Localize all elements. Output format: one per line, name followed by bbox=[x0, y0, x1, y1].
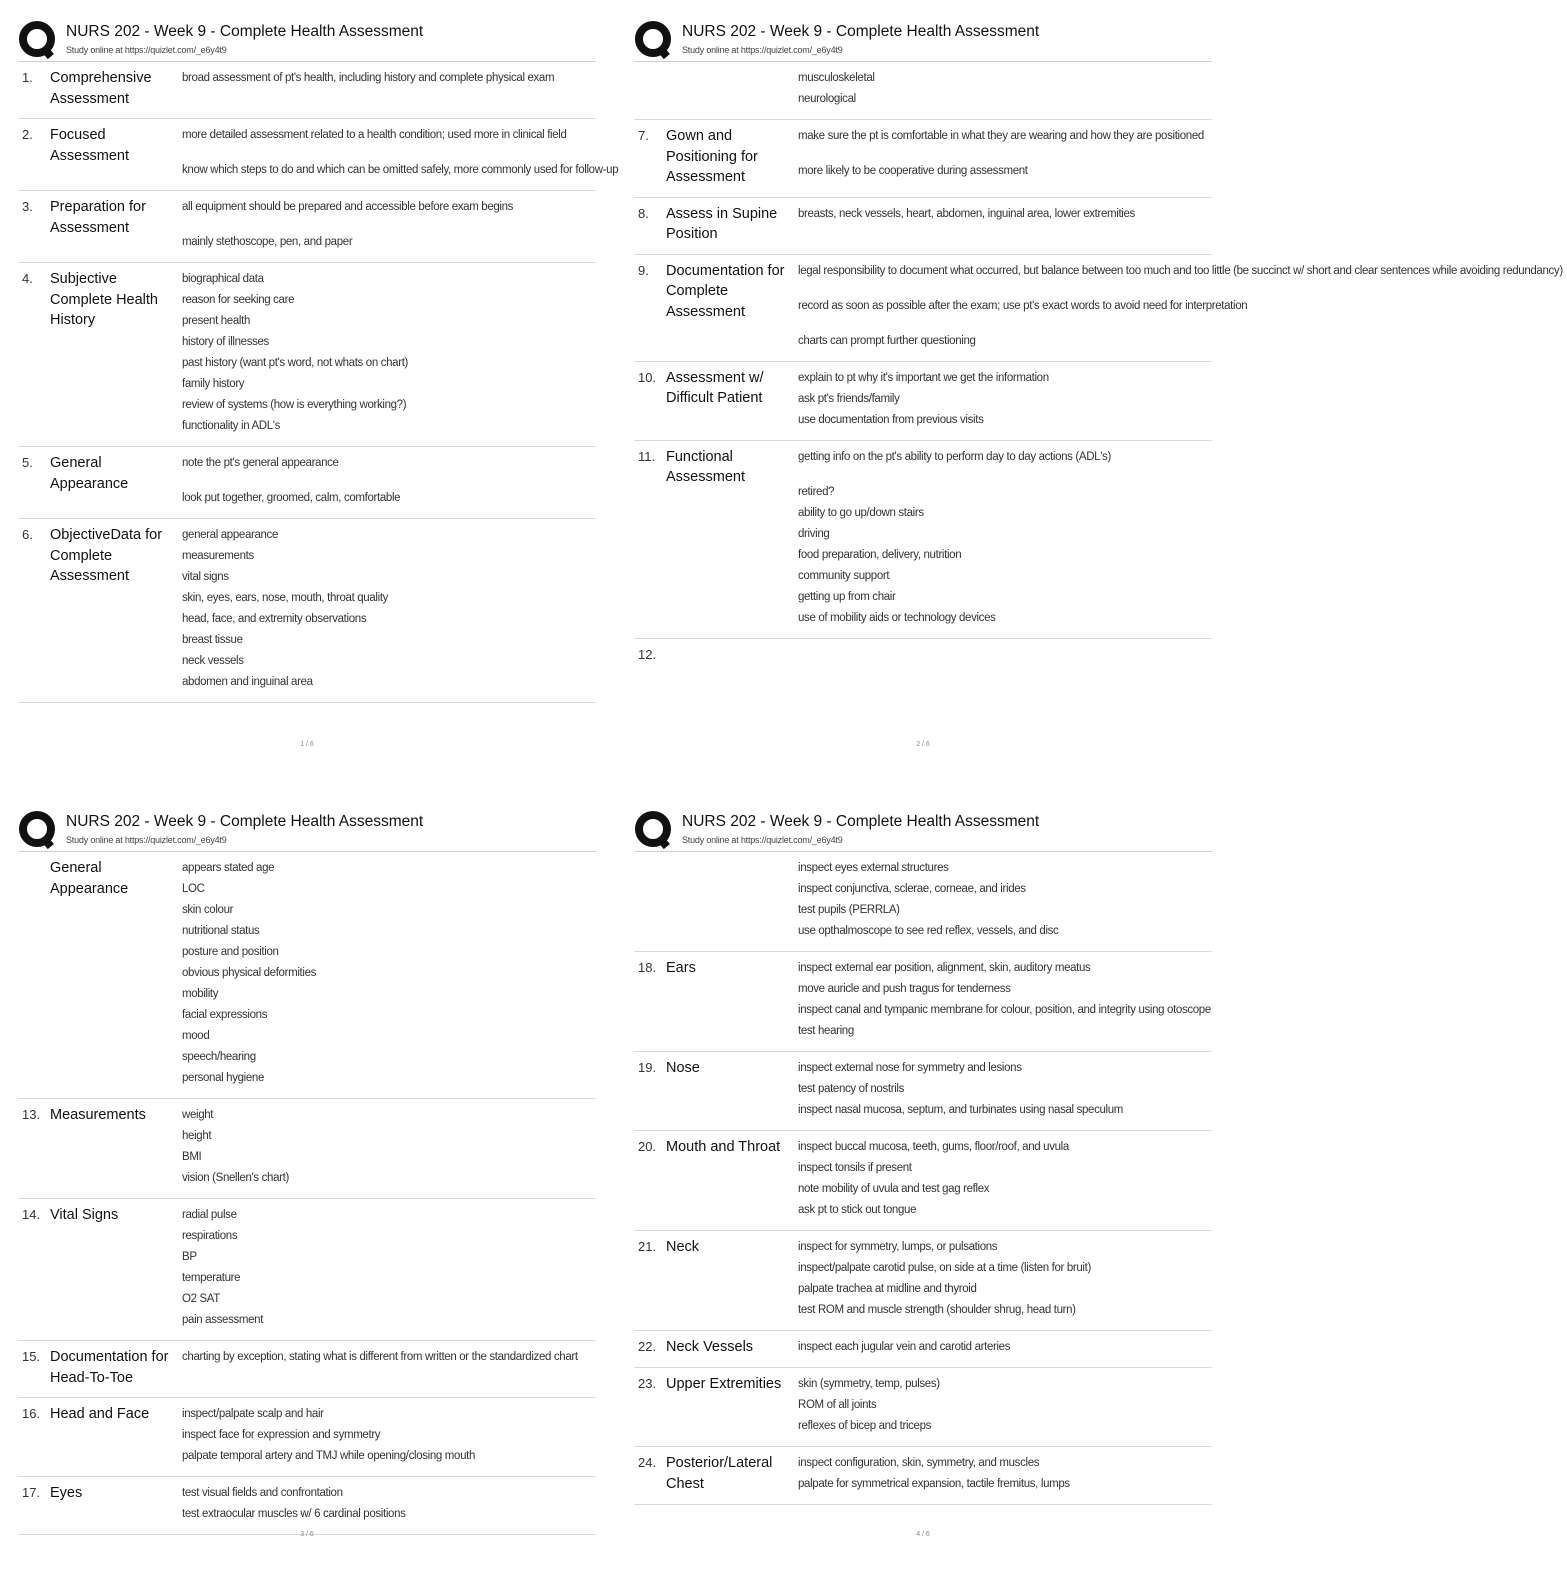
card-definition bbox=[182, 269, 596, 437]
definition-line: look put together, groomed, calm, comfortable bbox=[182, 492, 401, 504]
definition-line: speech/hearing bbox=[182, 1051, 256, 1063]
document-page-4 bbox=[634, 808, 1212, 1578]
page-number: 1 / 6 bbox=[300, 741, 314, 748]
definition-line: posture and position bbox=[182, 946, 279, 958]
definition-paragraph bbox=[182, 232, 592, 253]
definition-paragraph bbox=[798, 1137, 1208, 1221]
definition-line: O2 SAT bbox=[182, 1293, 220, 1305]
card-number: 22. bbox=[638, 1339, 657, 1354]
definition-paragraph bbox=[798, 368, 1208, 431]
page-title: NURS 202 - Week 9 - Complete Health Assessment bbox=[682, 23, 1040, 40]
flashcard-row[interactable] bbox=[18, 191, 596, 263]
card-term: Comprehensive Assessment bbox=[50, 70, 152, 107]
definition-line: food preparation, delivery, nutrition bbox=[798, 548, 962, 561]
definition-paragraph bbox=[798, 1237, 1208, 1321]
flashcard-row[interactable] bbox=[634, 1447, 1212, 1505]
flashcard-row[interactable] bbox=[18, 62, 596, 119]
definition-paragraph bbox=[798, 1337, 1208, 1358]
definition-paragraph bbox=[798, 1058, 1208, 1121]
card-number: 11. bbox=[638, 448, 656, 464]
card-definition bbox=[798, 1337, 1212, 1358]
card-term bbox=[666, 645, 798, 662]
card-term: Gown and Positioning for Assessment bbox=[666, 128, 758, 185]
definition-line: obvious physical deformities bbox=[182, 967, 317, 979]
definition-paragraph bbox=[182, 858, 592, 1089]
definition-line: more likely to be cooperative during assessment bbox=[798, 165, 1028, 177]
definition-line: present health bbox=[182, 315, 250, 327]
definition-line: inspect configuration, skin, symmetry, and muscles bbox=[798, 1457, 1040, 1469]
card-term: Neck Vessels bbox=[666, 1339, 754, 1355]
definition-line: pain assessment bbox=[182, 1314, 264, 1326]
definition-paragraph bbox=[798, 204, 1208, 225]
card-definition bbox=[798, 447, 1212, 629]
definition-line: personal hygiene bbox=[182, 1072, 264, 1084]
flashcard-row[interactable] bbox=[634, 1052, 1212, 1131]
definition-line: general appearance bbox=[182, 529, 279, 541]
flashcard-row[interactable] bbox=[634, 441, 1212, 639]
definition-line: test extraocular muscles w/ 6 cardinal positions bbox=[182, 1508, 406, 1520]
card-term: ObjectiveData for Complete Assessment bbox=[50, 527, 163, 584]
definition-line: mainly stethoscope, pen, and paper bbox=[182, 236, 353, 248]
definition-paragraph bbox=[798, 296, 1563, 317]
definition-line: facial expressions bbox=[182, 1009, 268, 1021]
page-title: NURS 202 - Week 9 - Complete Health Assessment bbox=[66, 813, 424, 830]
definition-line: test pupils (PERRLA) bbox=[798, 904, 900, 916]
card-term: Measurements bbox=[50, 1107, 146, 1123]
card-term: Documentation for Head-To-Toe bbox=[50, 1349, 169, 1386]
definition-paragraph bbox=[798, 68, 1208, 110]
card-number: 24. bbox=[638, 1455, 657, 1470]
flashcard-row[interactable] bbox=[18, 263, 596, 447]
card-number: 15. bbox=[22, 1349, 41, 1364]
definition-line: history of illnesses bbox=[182, 336, 269, 348]
card-definition bbox=[798, 68, 1212, 110]
card-definition bbox=[182, 453, 596, 509]
definition-line: weight bbox=[182, 1109, 214, 1121]
card-continued bbox=[634, 852, 1212, 952]
definition-paragraph bbox=[182, 197, 592, 218]
flashcard-row[interactable] bbox=[634, 120, 1212, 198]
quizlet-logo-icon bbox=[18, 20, 58, 60]
definition-line: mobility bbox=[182, 988, 219, 1000]
document-page-2 bbox=[634, 18, 1563, 788]
definition-line: temperature bbox=[182, 1272, 241, 1284]
quizlet-logo-icon bbox=[634, 810, 674, 850]
definition-line: inspect conjunctiva, sclerae, corneae, and irides bbox=[798, 883, 1026, 895]
card-number: 20. bbox=[638, 1139, 657, 1154]
card-definition bbox=[182, 1205, 596, 1331]
definition-line: abdomen and inguinal area bbox=[182, 676, 313, 688]
definition-paragraph bbox=[182, 125, 618, 146]
card-term: Mouth and Throat bbox=[666, 1139, 781, 1155]
card-term: Assessment w/ Difficult Patient bbox=[666, 369, 764, 406]
definition-line: test ROM and muscle strength (shoulder shrug, head turn) bbox=[798, 1304, 1076, 1316]
card-number: 19. bbox=[638, 1060, 657, 1075]
definition-line: record as soon as possible after the exam; use pt's exact words to avoid need for interpretation bbox=[798, 299, 1248, 312]
card-list bbox=[18, 852, 596, 1535]
card-number bbox=[18, 858, 50, 1089]
definition-line: test visual fields and confrontation bbox=[182, 1487, 343, 1499]
definition-line: BMI bbox=[182, 1151, 202, 1163]
study-online-link[interactable]: Study online at https://quizlet.com/_e6y4t9 bbox=[66, 45, 227, 55]
flashcard-row[interactable] bbox=[634, 255, 1563, 362]
definition-line: reason for seeking care bbox=[182, 294, 295, 306]
definition-paragraph bbox=[798, 126, 1208, 147]
definition-line: getting info on the pt's ability to perform day to day actions (ADL's) bbox=[798, 450, 1111, 463]
flashcard-row[interactable] bbox=[634, 1368, 1212, 1447]
card-definition bbox=[182, 858, 596, 1089]
definition-line: note the pt's general appearance bbox=[182, 457, 339, 469]
card-term: Nose bbox=[666, 1060, 700, 1076]
page-header bbox=[634, 808, 1212, 852]
definition-line: nutritional status bbox=[182, 925, 260, 937]
definition-line: charting by exception, stating what is different from written or the standardized chart bbox=[182, 1351, 578, 1363]
definition-paragraph bbox=[798, 261, 1563, 282]
definition-line: inspect/palpate carotid pulse, on side at a time (listen for bruit) bbox=[798, 1262, 1091, 1274]
card-number bbox=[634, 858, 666, 942]
card-definition bbox=[798, 126, 1212, 188]
card-definition bbox=[182, 68, 596, 109]
card-definition bbox=[798, 858, 1212, 942]
card-term: General Appearance bbox=[50, 860, 129, 897]
definition-paragraph bbox=[798, 1453, 1208, 1495]
definition-paragraph bbox=[798, 1374, 1208, 1437]
page-header bbox=[18, 18, 596, 62]
card-number: 1. bbox=[22, 70, 33, 85]
definition-paragraph bbox=[182, 488, 592, 509]
page-number: 3 / 6 bbox=[300, 1531, 314, 1538]
card-definition bbox=[798, 1137, 1212, 1221]
card-term bbox=[666, 68, 798, 110]
definition-line: inspect nasal mucosa, septum, and turbinates using nasal speculum bbox=[798, 1104, 1124, 1116]
definition-line: height bbox=[182, 1130, 212, 1142]
definition-line: inspect canal and tympanic membrane for colour, position, and integrity using otoscope bbox=[798, 1004, 1211, 1016]
card-term: Head and Face bbox=[50, 1406, 150, 1422]
definition-line: all equipment should be prepared and accessible before exam begins bbox=[182, 201, 514, 213]
flashcard-row[interactable] bbox=[634, 1331, 1212, 1368]
flashcard-row[interactable] bbox=[634, 1131, 1212, 1231]
card-term: Functional Assessment bbox=[666, 448, 745, 485]
definition-line: ability to go up/down stairs bbox=[798, 506, 924, 519]
card-term: Posterior/Lateral Chest bbox=[666, 1455, 773, 1492]
definition-line: ROM of all joints bbox=[798, 1399, 877, 1411]
quizlet-logo-icon bbox=[18, 810, 58, 850]
definition-line: test patency of nostrils bbox=[798, 1083, 905, 1095]
definition-paragraph bbox=[182, 1404, 592, 1467]
card-number: 18. bbox=[638, 960, 657, 975]
definition-paragraph bbox=[182, 525, 592, 693]
card-number: 14. bbox=[22, 1207, 41, 1222]
definition-line: inspect for symmetry, lumps, or pulsations bbox=[798, 1241, 998, 1253]
card-list bbox=[634, 852, 1212, 1505]
definition-line: skin colour bbox=[182, 904, 234, 916]
definition-line: breasts, neck vessels, heart, abdomen, inguinal area, lower extremities bbox=[798, 207, 1135, 220]
definition-paragraph bbox=[798, 858, 1208, 942]
definition-line: neurological bbox=[798, 93, 856, 105]
definition-line: use opthalmoscope to see red reflex, vessels, and disc bbox=[798, 925, 1059, 937]
definition-line: measurements bbox=[182, 550, 254, 562]
flashcard-row[interactable] bbox=[18, 1398, 596, 1477]
card-definition bbox=[182, 125, 622, 181]
definition-line: appears stated age bbox=[182, 862, 275, 874]
card-number: 5. bbox=[22, 455, 33, 470]
flashcard-row[interactable] bbox=[634, 362, 1212, 441]
page-title: NURS 202 - Week 9 - Complete Health Assessment bbox=[682, 813, 1040, 830]
definition-line: vital signs bbox=[182, 571, 229, 583]
card-number: 23. bbox=[638, 1376, 657, 1391]
card-definition bbox=[182, 1404, 596, 1467]
card-number: 12. bbox=[638, 646, 657, 662]
definition-line: functionality in ADL's bbox=[182, 420, 281, 432]
card-definition bbox=[182, 1105, 596, 1189]
flashcard-row[interactable] bbox=[18, 447, 596, 519]
definition-line: vision (Snellen's chart) bbox=[182, 1172, 289, 1184]
definition-line: neck vessels bbox=[182, 655, 244, 667]
flashcard-row[interactable] bbox=[634, 639, 1212, 671]
definition-paragraph bbox=[182, 453, 592, 474]
definition-line: review of systems (how is everything working?) bbox=[182, 399, 407, 411]
card-list bbox=[634, 62, 1563, 671]
card-number: 17. bbox=[22, 1485, 41, 1500]
card-definition bbox=[182, 525, 596, 693]
definition-line: getting up from chair bbox=[798, 590, 896, 603]
definition-line: legal responsibility to document what occurred, but balance between too much and too little (be succinct w/ short and clear sentences while avoiding redundancy) bbox=[798, 264, 1563, 277]
flashcard-row[interactable] bbox=[18, 1477, 596, 1535]
definition-line: inspect external nose for symmetry and lesions bbox=[798, 1062, 1022, 1074]
card-definition bbox=[798, 1453, 1212, 1495]
card-number: 16. bbox=[22, 1406, 41, 1421]
flashcard-row[interactable] bbox=[18, 519, 596, 703]
document-page-3 bbox=[18, 808, 596, 1578]
definition-line: skin (symmetry, temp, pulses) bbox=[798, 1378, 940, 1390]
card-number: 6. bbox=[22, 527, 33, 542]
card-definition bbox=[798, 645, 1212, 662]
card-term: Vital Signs bbox=[50, 1207, 119, 1223]
definition-line: use of mobility aids or technology devices bbox=[798, 611, 996, 624]
definition-paragraph bbox=[182, 1205, 592, 1331]
card-definition bbox=[182, 1483, 596, 1525]
study-online-link[interactable]: Study online at https://quizlet.com/_e6y4t9 bbox=[682, 835, 843, 845]
definition-line: breast tissue bbox=[182, 634, 243, 646]
page-number: 4 / 6 bbox=[916, 1531, 930, 1538]
definition-line: family history bbox=[182, 378, 245, 390]
card-definition bbox=[798, 204, 1212, 245]
card-term bbox=[666, 858, 798, 942]
page-header bbox=[634, 18, 1212, 62]
flashcard-row[interactable] bbox=[634, 198, 1212, 255]
definition-line: mood bbox=[182, 1030, 210, 1042]
definition-line: respirations bbox=[182, 1230, 238, 1242]
card-number: 2. bbox=[22, 127, 33, 142]
card-term: General Appearance bbox=[50, 455, 129, 492]
study-online-link[interactable]: Study online at https://quizlet.com/_e6y4t9 bbox=[682, 45, 843, 55]
card-term: Ears bbox=[666, 960, 696, 976]
card-number bbox=[634, 68, 666, 110]
definition-paragraph bbox=[798, 161, 1208, 182]
definition-line: palpate temporal artery and TMJ while opening/closing mouth bbox=[182, 1450, 476, 1462]
definition-line: inspect/palpate scalp and hair bbox=[182, 1408, 324, 1420]
card-term: Preparation for Assessment bbox=[50, 199, 146, 236]
definition-paragraph bbox=[798, 482, 1208, 629]
definition-line: more detailed assessment related to a health condition; used more in clinical field bbox=[182, 129, 567, 141]
definition-line: move auricle and push tragus for tenderness bbox=[798, 983, 1011, 995]
definition-paragraph bbox=[798, 447, 1208, 468]
definition-line: ask pt's friends/family bbox=[798, 392, 900, 405]
study-online-link[interactable]: Study online at https://quizlet.com/_e6y4t9 bbox=[66, 835, 227, 845]
definition-line: charts can prompt further questioning bbox=[798, 334, 976, 347]
definition-line: note mobility of uvula and test gag reflex bbox=[798, 1183, 990, 1195]
flashcard-row[interactable] bbox=[18, 1341, 596, 1398]
card-definition bbox=[182, 1347, 596, 1388]
definition-line: community support bbox=[798, 569, 890, 582]
definition-paragraph bbox=[182, 269, 592, 437]
flashcard-row[interactable] bbox=[18, 852, 596, 1099]
card-number: 4. bbox=[22, 271, 33, 286]
definition-paragraph bbox=[182, 1105, 592, 1189]
card-definition bbox=[798, 1374, 1212, 1437]
definition-line: inspect face for expression and symmetry bbox=[182, 1429, 381, 1441]
definition-line: know which steps to do and which can be omitted safely, more commonly used for follow-up bbox=[182, 164, 619, 176]
document-page-1 bbox=[18, 18, 619, 788]
card-term: Documentation for Complete Assessment bbox=[666, 262, 785, 320]
page-title: NURS 202 - Week 9 - Complete Health Assessment bbox=[66, 23, 424, 40]
card-definition bbox=[182, 197, 596, 253]
definition-line: inspect eyes external structures bbox=[798, 862, 949, 874]
card-number: 9. bbox=[638, 262, 649, 278]
card-definition bbox=[798, 958, 1215, 1042]
page-number: 2 / 6 bbox=[916, 741, 930, 748]
definition-line: use documentation from previous visits bbox=[798, 413, 984, 426]
definition-line: explain to pt why it's important we get the information bbox=[798, 371, 1049, 384]
card-definition bbox=[798, 368, 1212, 431]
card-term: Focused Assessment bbox=[50, 127, 129, 164]
card-term: Neck bbox=[666, 1239, 700, 1255]
definition-line: past history (want pt's word, not whats on chart) bbox=[182, 357, 409, 369]
definition-line: LOC bbox=[182, 883, 205, 895]
definition-line: head, face, and extremity observations bbox=[182, 613, 367, 625]
card-number: 10. bbox=[638, 369, 657, 385]
card-number: 13. bbox=[22, 1107, 41, 1122]
definition-line: skin, eyes, ears, nose, mouth, throat quality bbox=[182, 592, 389, 604]
definition-paragraph bbox=[798, 331, 1563, 352]
card-number: 3. bbox=[22, 199, 33, 214]
card-term: Upper Extremities bbox=[666, 1376, 782, 1392]
definition-paragraph bbox=[182, 68, 592, 89]
flashcard-row[interactable] bbox=[18, 1099, 596, 1199]
definition-line: radial pulse bbox=[182, 1209, 237, 1221]
definition-paragraph bbox=[182, 1483, 592, 1525]
card-number: 21. bbox=[638, 1239, 657, 1254]
definition-line: palpate for symmetrical expansion, tactile fremitus, lumps bbox=[798, 1478, 1070, 1490]
definition-line: reflexes of bicep and triceps bbox=[798, 1420, 932, 1432]
flashcard-row[interactable] bbox=[634, 1231, 1212, 1331]
card-definition bbox=[798, 1058, 1212, 1121]
definition-line: retired? bbox=[798, 485, 835, 498]
definition-line: musculoskeletal bbox=[798, 72, 875, 84]
card-continued bbox=[634, 62, 1212, 120]
definition-paragraph bbox=[182, 160, 618, 181]
definition-line: inspect tonsils if present bbox=[798, 1162, 912, 1174]
card-definition bbox=[798, 261, 1567, 352]
card-term: Assess in Supine Position bbox=[666, 205, 778, 242]
definition-line: make sure the pt is comfortable in what they are wearing and how they are positioned bbox=[798, 130, 1204, 142]
definition-line: inspect external ear position, alignment, skin, auditory meatus bbox=[798, 962, 1091, 974]
definition-paragraph bbox=[798, 958, 1211, 1042]
card-number: 7. bbox=[638, 128, 649, 143]
definition-line: BP bbox=[182, 1251, 197, 1263]
definition-line: inspect buccal mucosa, teeth, gums, floor/roof, and uvula bbox=[798, 1141, 1069, 1153]
flashcard-row[interactable] bbox=[18, 1199, 596, 1341]
flashcard-row[interactable] bbox=[634, 952, 1212, 1052]
page-header bbox=[18, 808, 596, 852]
definition-line: broad assessment of pt's health, including history and complete physical exam bbox=[182, 72, 555, 84]
quizlet-logo-icon bbox=[634, 20, 674, 60]
card-list bbox=[18, 62, 619, 703]
definition-paragraph bbox=[182, 1347, 592, 1368]
definition-line: palpate trachea at midline and thyroid bbox=[798, 1283, 977, 1295]
card-number: 8. bbox=[638, 205, 649, 221]
definition-line: inspect each jugular vein and carotid arteries bbox=[798, 1341, 1011, 1353]
definition-line: ask pt to stick out tongue bbox=[798, 1204, 917, 1216]
card-term: Eyes bbox=[50, 1485, 83, 1501]
card-term: Subjective Complete Health History bbox=[50, 271, 158, 328]
definition-line: test hearing bbox=[798, 1025, 854, 1037]
definition-line: driving bbox=[798, 527, 830, 540]
definition-line: biographical data bbox=[182, 273, 264, 285]
flashcard-row[interactable] bbox=[18, 119, 619, 191]
card-definition bbox=[798, 1237, 1212, 1321]
